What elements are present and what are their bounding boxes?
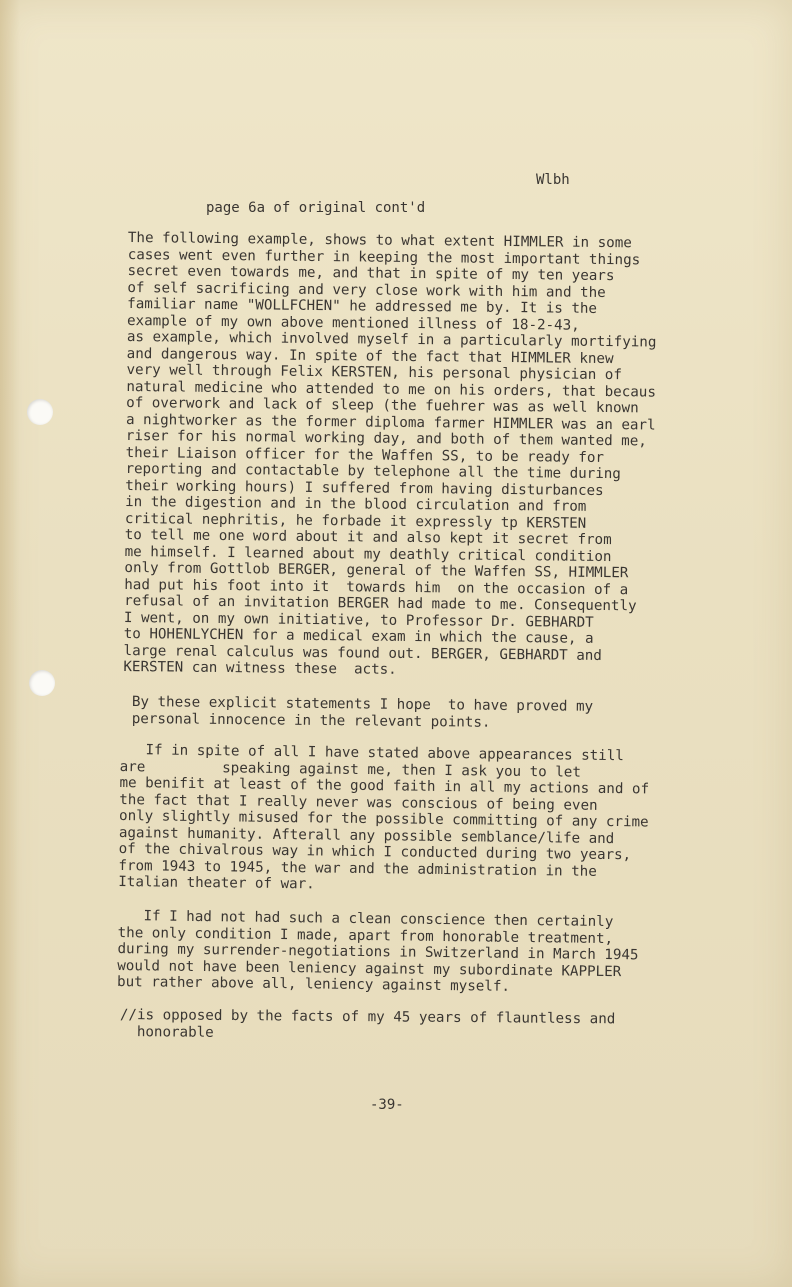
text-line: to tell me one word about it and also kept it secret from [124, 526, 612, 549]
text-line: If in spite of all I have stated above appearances still [119, 742, 624, 765]
punch-hole-top [27, 399, 53, 425]
text-line: personal innocence in the relevant points. [131, 710, 491, 731]
text-line: large renal calculus was found out. BERGER, GEBHARDT and [123, 642, 602, 664]
paragraph-innocence [132, 694, 752, 733]
text-line: as example, which involved myself in a particularly mortifying [126, 328, 657, 351]
text-line: Italian theater of war. [118, 873, 315, 893]
text-line: honorable [119, 1023, 214, 1041]
text-line: KERSTEN can witness these acts. [123, 658, 397, 678]
reference-mark: Wlbh [536, 172, 570, 188]
text-line: but rather above all, leniency against myself. [116, 973, 511, 995]
text-line: to HOHENLYCHEN for a medical exam in which the cause, a [123, 625, 594, 647]
text-line: against humanity. Afterall any possible semblance/life and [118, 824, 615, 847]
text-line: from 1943 to 1945, the war and the administration in the [118, 857, 597, 880]
text-line: riser for his normal working day, and both of them wanted me, [125, 427, 647, 450]
text-line: of the chivalrous way in which I conducted during two years, [118, 840, 632, 864]
text-line: the only condition I made, apart from honorable treatment, [117, 924, 614, 947]
text-line: me himself. I learned about my deathly critical condition [124, 543, 612, 565]
page-number: -39- [370, 1097, 404, 1113]
text-line: familiar name "WOLLFCHEN" he addressed me by. It is the [127, 295, 598, 317]
text-line: would not have been leniency against my subordinate KAPPLER [117, 957, 622, 980]
text-line: their working hours) I suffered from having disturbances [125, 477, 604, 499]
page-subtitle: page 6a of original cont'd [206, 200, 426, 216]
text-line: I went, on my own initiative, to Professor Dr. GEBHARDT [123, 609, 594, 631]
text-line: very well through Felix KERSTEN, his personal physician of [126, 361, 623, 384]
paper-edge-shadow [0, 0, 20, 1287]
text-line: are speaking against me, then I ask you to let [119, 758, 582, 781]
text-line: of overwork and lack of sleep (the fuehrer was as well known [126, 394, 639, 417]
text-line: example of my own above mentioned illness of 18-2-43, [126, 312, 580, 334]
punch-hole-bottom [29, 670, 55, 696]
text-line: natural medicine who attended to me on his orders, that becaus [126, 378, 657, 401]
text-line: of self sacrificing and very close work with him and the [127, 279, 606, 301]
text-line: the fact that I really never was conscious of being even [119, 791, 598, 814]
paragraph-clean-conscience [117, 908, 738, 998]
text-line: secret even towards me, and that in spite of my ten years [127, 262, 615, 285]
paragraph-himmler-example [123, 230, 748, 682]
text-line: If I had not had such a clean conscience then certainly [117, 908, 614, 931]
footnote [120, 1007, 740, 1045]
text-line: during my surrender-negotiations in Switzerland in March 1945 [117, 940, 639, 964]
paragraph-good-faith [118, 742, 740, 898]
text-line: cases went even further in keeping the most important things [127, 246, 641, 268]
text-line: refusal of an invitation BERGER had made to me. Consequently [124, 592, 637, 615]
text-line: had put his foot into it towards him on the occasion of a [124, 576, 629, 598]
text-line: a nightworker as the former diploma farmer HIMMLER was an earl [125, 411, 656, 434]
text-line: critical nephritis, he forbade it expressly tp KERSTEN [124, 510, 587, 532]
text-line: only slightly misused for the possible committing of any crime [118, 807, 649, 831]
text-line: only from Gottlob BERGER, general of the Waffen SS, HIMMLER [124, 559, 629, 582]
text-line: reporting and contactable by telephone all the time during [125, 460, 621, 483]
text-line: //is opposed by the facts of my 45 years of flauntless and [119, 1007, 616, 1028]
text-line: The following example, shows to what extent HIMMLER in some [127, 230, 632, 252]
text-line: their Liaison officer for the Waffen SS, to be ready for [125, 444, 605, 466]
text-line: me benifit at least of the good faith in all my actions and of [119, 774, 650, 798]
text-line: in the digestion and in the blood circulation and from [125, 493, 587, 515]
text-line: By these explicit statements I hope to have proved my [131, 694, 594, 715]
text-line: and dangerous way. In spite of the fact that HIMMLER knew [126, 345, 614, 367]
